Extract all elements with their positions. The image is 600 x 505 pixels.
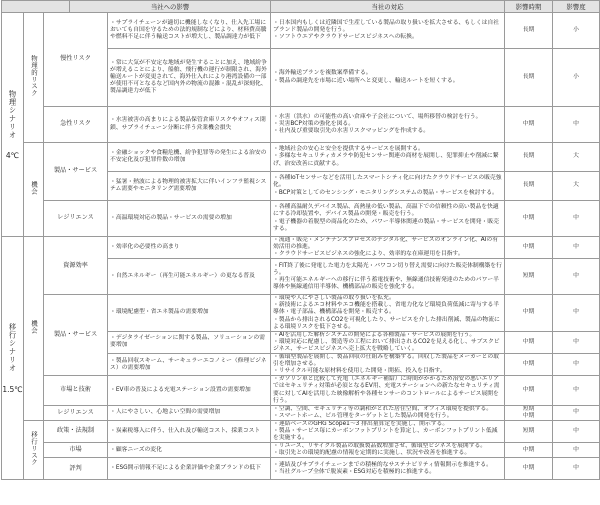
impact-cell: ・自然エネルギー（再生可能エネルギー）の更なる普及	[108, 259, 271, 295]
category-physical-risk-label: 物理的リスク	[30, 55, 38, 97]
period-cell: 中期	[505, 376, 553, 405]
table-row	[2, 443, 600, 458]
period-cell: 中期	[505, 201, 553, 237]
subcategory-label: 製品・サービス	[53, 167, 98, 175]
header-row	[2, 1, 600, 13]
scenario-transition-temp: 1.5℃	[2, 384, 23, 394]
table-row	[2, 201, 600, 237]
subcategory-products	[44, 143, 108, 201]
degree-cell: 小	[553, 49, 600, 107]
degree-cell: 大	[553, 172, 600, 201]
header-impact: 当社への影響	[70, 1, 271, 13]
impact-cell: ・EV車の普及による充電ステーション設置の需要増加	[108, 376, 271, 405]
header-response: 当社の対応	[271, 1, 505, 13]
degree-cell: 中	[553, 295, 600, 331]
period-cell: 長期	[505, 13, 553, 49]
impact-cell: ・高温環境対応の製品・サービスの需要の増加	[108, 201, 271, 237]
header-degree: 影響度	[553, 1, 600, 13]
category-transition-opp	[24, 237, 44, 421]
subcategory-chronic	[44, 13, 108, 107]
response-cell: ・連結ベースのGHG Scope1～3 排出量算定を実施し、開示する。 ・製品・サービス毎にカーボンフットプリントを算定し、カーボンフットプリント低減を実施する。	[271, 420, 505, 442]
response-cell: ・水害（洪水）の可能性の高い倉庫や子会社について、場所移替の検討を行う。 ・災害BCP対策の強化を図る。 ・社内及び重要取引先の水害リスクマッピングを作成する。	[271, 107, 505, 143]
subcategory-acute	[44, 107, 108, 143]
subcategory-label: レジリエンス	[57, 408, 94, 416]
degree-cell: 中	[553, 201, 600, 237]
period-cell: 長期	[505, 143, 553, 172]
subcategory-label: 市場と技術	[60, 386, 91, 394]
subcategory-policy	[44, 420, 108, 442]
response-cell: ・流通・販売・メンテナンスプロセスのデジタル化、サービスのオンライン化、AIの有効活用の推進。 ・クラウドサービスビジネスの強化により、効率的な在庫運用を目指す。	[271, 237, 505, 259]
response-cell: ・海外輸送ブランを複数案準備する。 ・製品の調達先を市場に近い場所へと変更し、輸送ルートを短くする。	[271, 49, 505, 107]
climate-scenario-table	[1, 0, 600, 480]
response-cell: ・各種IoTセンサーなどを活用したスマートシティ化に向けたクラウドサービスの販売強化。 ・BCP対策としてのセンシング・モニタリングシステムの製品・サービスを検討する。	[271, 172, 505, 201]
table-row	[2, 143, 600, 172]
degree-cell: 中	[553, 420, 600, 442]
degree-cell: 中	[553, 458, 600, 480]
subcategory-resource	[44, 237, 108, 295]
impact-cell: ・ESG開示情報不足による企業評価や企業ブランドの低下	[108, 458, 271, 480]
subcategory-label: 慢性リスク	[60, 55, 91, 63]
subcategory-resilience	[44, 405, 108, 420]
subcategory-products	[44, 295, 108, 376]
category-physical-opp-label: 機会	[30, 181, 38, 195]
period-cell: 中期	[505, 354, 553, 376]
response-cell: ・ガソリン車と比較して充電（エネルギー補給）に時間がかかるため治安の悪いエリアではセキュリティ対策が必須となるEV用、充電ステーションへの新たなセキュリティ需要に対してAIを活用した映像解析や各種センサーのコントロールによるサービス展開を行う。	[271, 376, 505, 405]
response-cell: ・連結及びサプライチェーンまでの積極的なサステナビリティ情報開示を推進する。 ・当社グループ全体で脱炭素・ESG対応を積極的に推進する。	[271, 458, 505, 480]
period-cell: 中期	[505, 443, 553, 458]
period-cell: 長期	[505, 172, 553, 201]
header-blank	[2, 1, 70, 13]
subcategory-resilience	[44, 201, 108, 237]
category-transition-opp-label: 機会	[30, 319, 38, 334]
impact-cell: ・サプライチェーンが適切に機能しなくなり、仕入先工場においても自国を守るための法的規制などにより、材料費高騰や燃料不足に伴う輸送コストが増大し、製品調達力が低下	[108, 13, 271, 49]
impact-cell: ・デジタライゼーションに関する製品、ソリューションの需要増加	[108, 331, 271, 353]
period-cell: 短期	[505, 420, 553, 442]
impact-cell: ・水害被害の高まりによる製品保管倉庫リスクやオフィス閉鎖、サプライチェーン分断に伴う営業機会損失	[108, 107, 271, 143]
table-row	[2, 13, 600, 49]
subcategory-label: レジリエンス	[57, 214, 94, 222]
response-cell: ・循環型製品を展開し、製品回収の仕組みを構築する。回収した製品をメーカーとの取引を増加させる。 ・リサイクル可能な原材料を使用した開発・開拓、投入を目指す。	[271, 354, 505, 376]
response-cell: ・環境や人にやさしい製品の取り扱いを拡充。 ・新技術によるエコ材料やエコ機能を搭載し、省電力化など環境負荷低減に寄与する半導体・電子部品、機構部品を開発・販売する。 ・製品から排出されるCO2を可視化したり、サービスを介した排出削減、製品の物流による環境リスクを低下させる。	[271, 295, 505, 331]
impact-cell: ・効率化の必要性の高まり	[108, 237, 271, 259]
impact-cell: ・炭素税導入に伴う、仕入れ及び輸送コスト、採業コスト	[108, 420, 271, 442]
degree-cell: 中	[553, 354, 600, 376]
impact-cell: ・環境配慮型・省エネ製品の需要増加	[108, 295, 271, 331]
table-row	[2, 458, 600, 480]
table-row	[2, 107, 600, 143]
response-cell: ・AIを活用した解析システムの開発による各種製品・サービスの展開を行う。 ・環境対応に配慮し、製造等の工程において排出されるCO2を見える化し、サブスクビジネス、サービスビジネスへ売上拡大を戦略していく。	[271, 331, 505, 353]
degree-cell: 大	[553, 143, 600, 172]
subcategory-reputation	[44, 458, 108, 480]
impact-cell: ・金融ショックや食糧危機、紛争犯罪等の発生による治安の不安定化及び犯罪件数の増加	[108, 143, 271, 172]
table-row	[2, 237, 600, 259]
period-cell: 中期	[505, 107, 553, 143]
scenario-transition	[2, 237, 24, 480]
response-cell: ・リユース、リサイクル製品の取扱製品数増加させ、循環型ビジネスを展開する。 ・取引先との環境的配慮の情報を定期的に実施し、状況や改善を推進する。	[271, 443, 505, 458]
degree-cell: 小	[553, 13, 600, 49]
impact-cell: ・顧客ニーズの変化	[108, 443, 271, 458]
response-cell: ・各種高温耐久デバイス製品、高熱量の低い製品、高温下での信頼性の高い製品を快適にする冷却装置や、デバイス製品の開発・販売を行う。 ・電子機器の着脱型の商品化のため、パワー半導体関連の製品・サービスを開発・販売する。	[271, 201, 505, 237]
category-transition-risk-label: 移行リスク	[30, 431, 38, 466]
impact-cell: ・製品回収スキーム、サーキュラーエコノミー（修理ビジネス）の需要増加	[108, 354, 271, 376]
table-row	[2, 295, 600, 331]
response-cell: ・日本国内もしくは近隣国で生産している製品の取り扱いを拡大させる、もしくは自社ブランド製品の開発を行う。 ・ソフトウエアやクラウドサービスビジネスへの転換。	[271, 13, 505, 49]
degree-cell: 中	[553, 331, 600, 353]
degree-cell: 中	[553, 237, 600, 259]
response-cell: ・地域社会の安心と安全を提供するサービスを展開する。 ・多様なセキュリティカメラや防犯センサー関連の商材を展開し、犯罪抑止や削減に繋げ、治安改善に貢献する。	[271, 143, 505, 172]
period-cell: 短期 中期	[505, 405, 553, 420]
period-cell: 中期	[505, 458, 553, 480]
scenario-transition-name: 移行シナリオ	[8, 323, 18, 373]
impact-cell: ・常に大気が不安定な地域が発生することに加え、地域紛争が増えることにより、船舶、飛行機の運行が制限され、海外輸送ルートが変更されて、海外仕入れにより港湾設備の一部が使用不可となるなど国内外の物流の混雑・混乱が深刻化、製品調達力が低下	[108, 49, 271, 107]
category-physical-risk	[24, 13, 44, 143]
subcategory-market-tech	[44, 376, 108, 405]
subcategory-label: 資源効率	[63, 261, 88, 269]
table-row	[2, 420, 600, 442]
impact-cell: ・猛暑・熱波による物理的被害拡大に伴いインフラ監視システム需要やモニタリング需要増加	[108, 172, 271, 201]
subcategory-label: 政策・法規制	[56, 427, 95, 435]
degree-cell: 中	[553, 259, 600, 295]
degree-cell: 中	[553, 376, 600, 405]
category-transition-risk	[24, 420, 44, 479]
scenario-physical-name: 物理シナリオ	[8, 89, 18, 139]
period-cell: 中期	[505, 237, 553, 259]
period-cell: 長期	[505, 49, 553, 107]
degree-cell: 中	[553, 443, 600, 458]
impact-cell: ・人にやさしい、心地よい空間の需要増加	[108, 405, 271, 420]
table-row	[2, 376, 600, 405]
subcategory-label: 急性リスク	[60, 120, 91, 128]
response-cell: ・空調、空間、セキュリティ等の調和がとれた居住空間、オフィス環境を提供する。 ・スマートホーム、ビル管理をターゲットとした製品の開発を行う。	[271, 405, 505, 420]
table-row	[2, 405, 600, 420]
degree-cell: 中	[553, 405, 600, 420]
header-period: 影響時期	[505, 1, 553, 13]
period-cell: 短期	[505, 259, 553, 295]
period-cell: 中期	[505, 331, 553, 353]
scenario-physical	[2, 13, 24, 237]
response-cell: ・FIT終了後に発電した電力を太陽光・バワコン切り替え需要に向けた販売体制構築を行う。 ・再生可能エネルギーへの移行に伴う蓄電技術や、無線通信技術発達のためのパワー半導体や無線通信用半導体、機構部品の販売を強化する。	[271, 259, 505, 295]
subcategory-market	[44, 443, 108, 458]
scenario-physical-temp: 4℃	[5, 151, 20, 161]
subcategory-label: 評判	[69, 464, 82, 472]
subcategory-label: 市場	[69, 446, 82, 454]
category-physical-opp	[24, 143, 44, 237]
period-cell: 中期	[505, 295, 553, 331]
degree-cell: 中	[553, 107, 600, 143]
subcategory-label: 製品・サービス	[53, 331, 98, 339]
